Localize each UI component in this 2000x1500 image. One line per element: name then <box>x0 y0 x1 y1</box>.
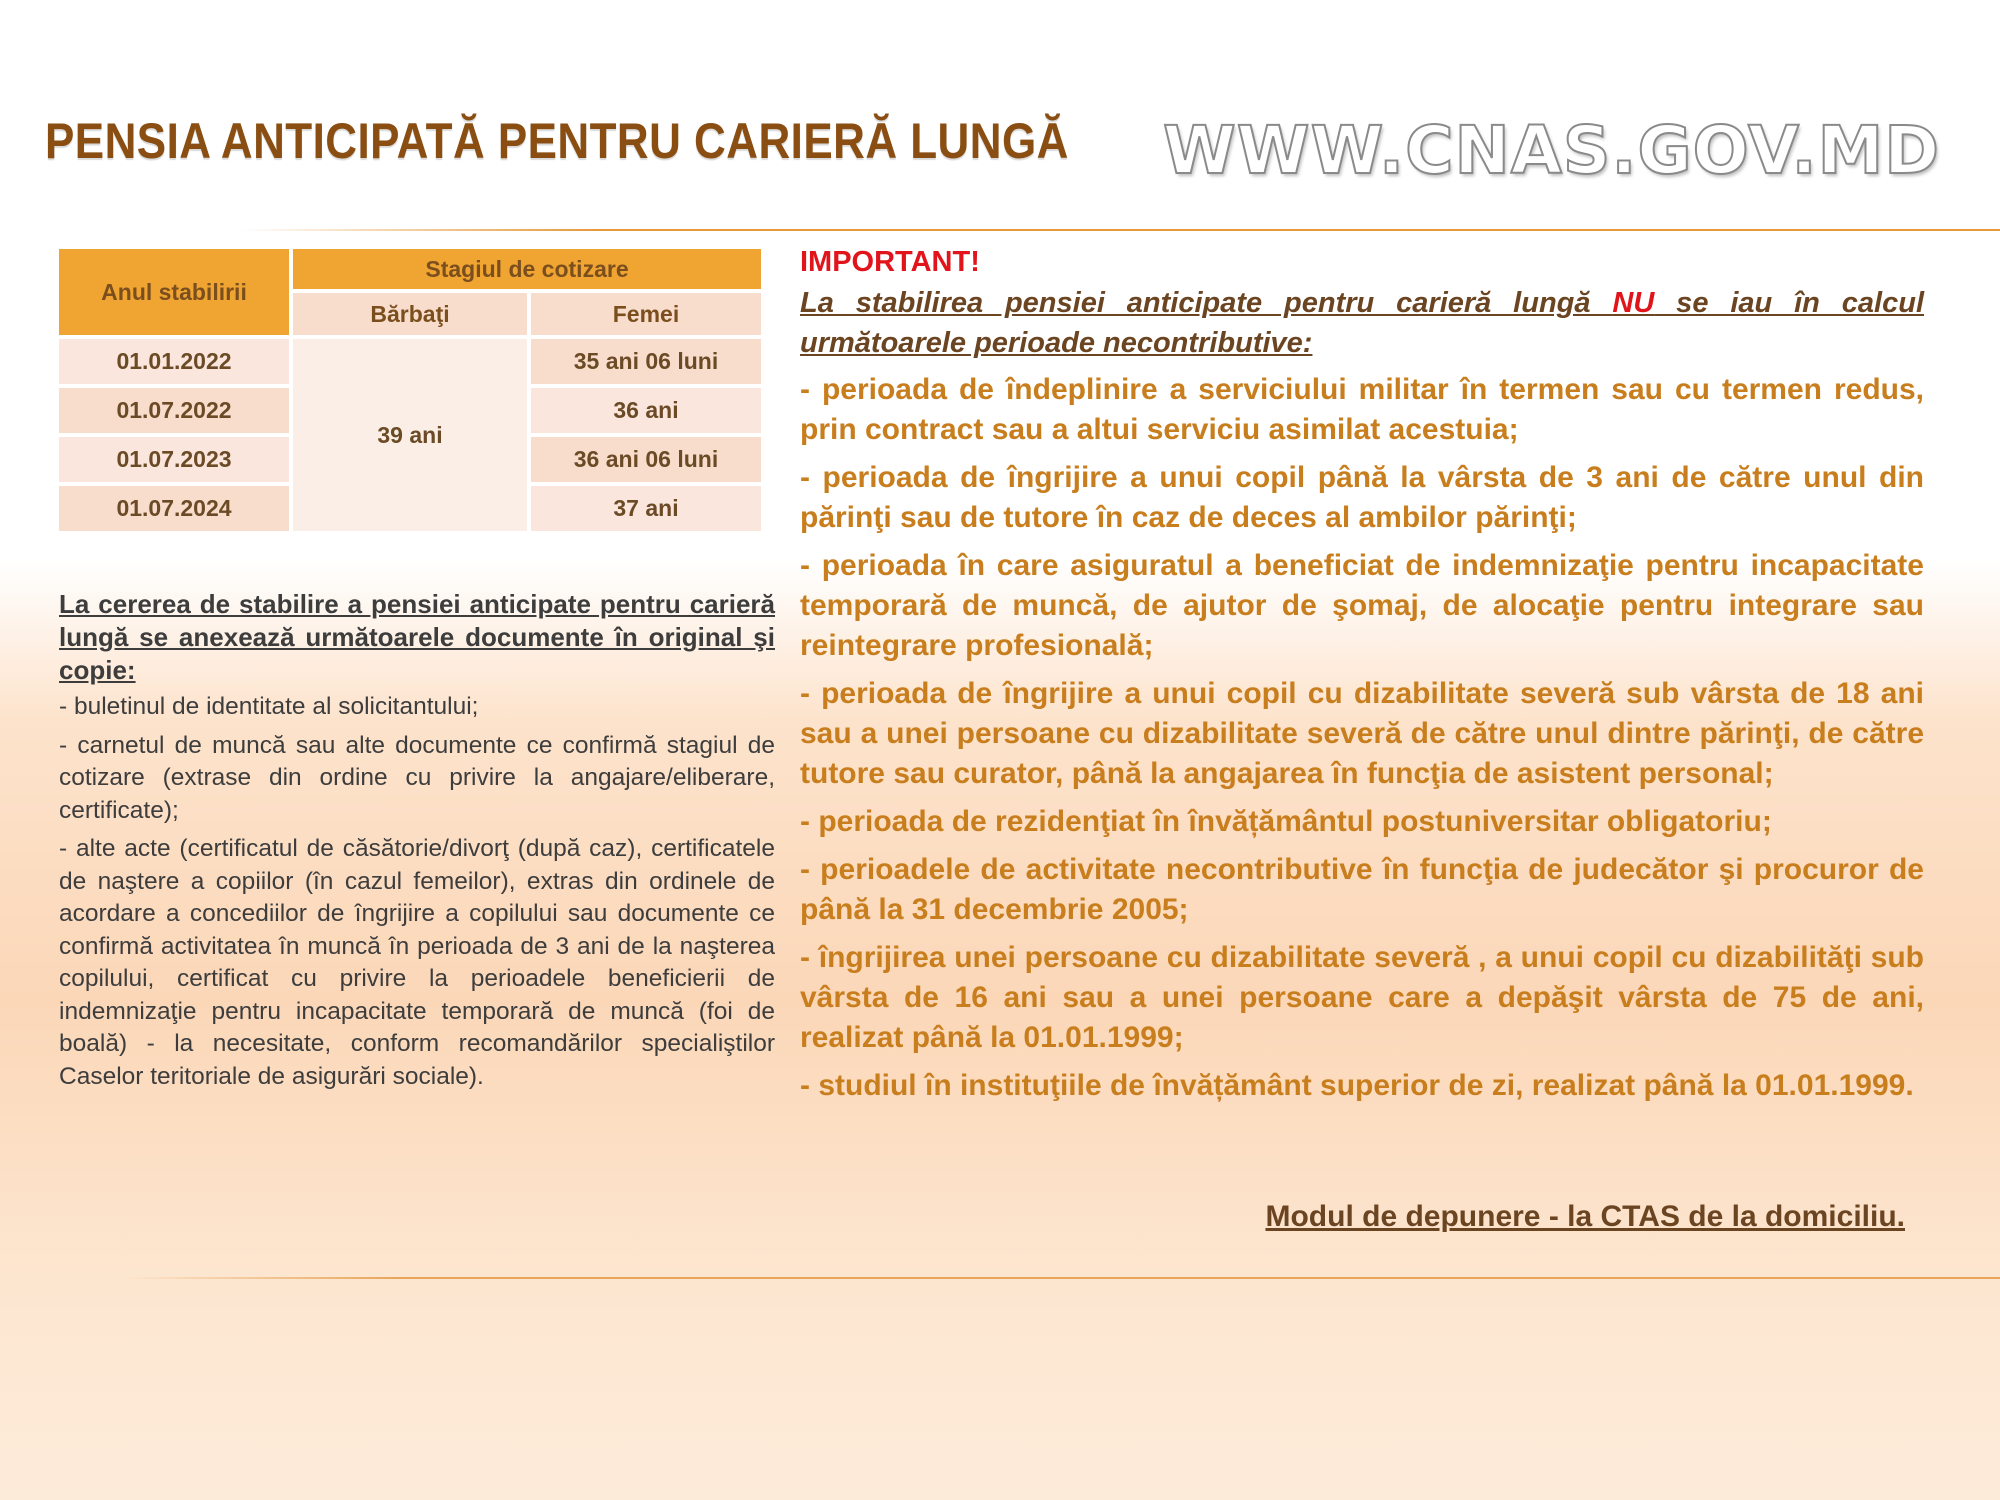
excluded-period-item: - perioada de rezidenţiat în învățământul postuniversitar obligatoriu; <box>800 805 1772 838</box>
important-label: IMPORTANT! <box>800 246 980 278</box>
cell-year: 01.01.2022 <box>59 339 289 384</box>
cell-men: 39 ani <box>293 339 527 531</box>
intro-text-end: se iau în calcul următoarele perioade necontributive: <box>800 287 1924 359</box>
document-item: - alte acte (certificatul de căsătorie/divorţ (după caz), certificatele de naştere a copiilor (în cazul femeilor), extras din ordinele de acordare a concediilor de îngrijire a copilului sau documente ce confirmă activitatea în muncă în perioada de 3 ani de la naşterea copilului, certificat cu privire la perioadele beneficierii de indemnizaţie pentru incapacitate temporară de muncă (foi de boală) - la necesitate, conform recomandărilor specialiştilor Caselor teritoriale de asigurări sociale). <box>59 835 775 1090</box>
website-url: WWW.CNAS.GOV.MD <box>1163 112 1941 189</box>
cell-women: 35 ani 06 luni <box>531 339 761 384</box>
important-section <box>800 244 1924 1114</box>
excluded-period-item: - perioadele de activitate necontributive în funcţia de judecător şi procuror de până la 31 decembrie 2005; <box>800 853 1924 926</box>
cell-year: 01.07.2022 <box>59 388 289 433</box>
contribution-table <box>55 245 765 535</box>
excluded-period-item: - studiul în instituţiile de învățământ superior de zi, realizat până la 01.01.1999. <box>800 1069 1914 1102</box>
header-year: Anul stabilirii <box>59 249 289 335</box>
excluded-period-item: - îngrijirea unei persoane cu dizabilitate severă , a unui copil cu dizabilităţi sub vârsta de 16 ani sau a unei persoane care a depăşit vârsta de 75 de ani, realizat până la 01.01.1999; <box>800 941 1924 1054</box>
excluded-period-item: - perioada în care asiguratul a beneficiat de indemnizaţie pentru incapacitate temporară de muncă, de ajutor de şomaj, de alocaţie pentru integrare sau reintegrare profesională; <box>800 549 1924 662</box>
document-item: - carnetul de muncă sau alte documente ce confirmă stagiul de cotizare (extrase din ordine cu privire la angajare/eliberare, certificate); <box>59 731 775 824</box>
document-item: - buletinul de identitate al solicitantului; <box>59 693 479 720</box>
cell-women: 36 ani <box>531 388 761 433</box>
important-intro <box>800 283 1924 363</box>
intro-text-start: La stabilirea pensiei anticipate pentru carieră lungă <box>800 287 1613 319</box>
submission-note: Modul de depunere - la CTAS de la domiciliu. <box>1265 1200 1905 1233</box>
documents-heading: La cererea de stabilire a pensiei anticipate pentru carieră lungă se anexează următoarele documente în original şi copie: <box>59 589 775 685</box>
header-divider <box>240 229 2000 231</box>
cell-year: 01.07.2024 <box>59 486 289 531</box>
excluded-period-item: - perioada de îndeplinire a serviciului militar în termen sau cu termen redus, prin contract sau a altui serviciu asimilat acestuia; <box>800 373 1924 446</box>
table-row <box>59 339 761 384</box>
intro-nu-emphasis: NU <box>1612 287 1655 319</box>
cell-year: 01.07.2023 <box>59 437 289 482</box>
cell-women: 36 ani 06 luni <box>531 437 761 482</box>
documents-section <box>59 588 775 1099</box>
cell-women: 37 ani <box>531 486 761 531</box>
header-women: Femei <box>531 293 761 335</box>
footer-divider <box>120 1277 2000 1279</box>
page-title: PENSIA ANTICIPATĂ PENTRU CARIERĂ LUNGĂ <box>45 113 1069 169</box>
header-contribution-period: Stagiul de cotizare <box>293 249 761 289</box>
excluded-period-item: - perioada de îngrijire a unui copil cu dizabilitate severă sub vârsta de 18 ani sau a unei persoane cu dizabilitate severă de către unul dintre părinţi, de către tutore sau curator, până la angajarea în funcţia de asistent personal; <box>800 677 1924 790</box>
header-men: Bărbaţi <box>293 293 527 335</box>
excluded-period-item: - perioada de îngrijire a unui copil până la vârsta de 3 ani de către unul din părinţi sau de tutore în caz de deces al ambilor părinţi; <box>800 461 1924 534</box>
